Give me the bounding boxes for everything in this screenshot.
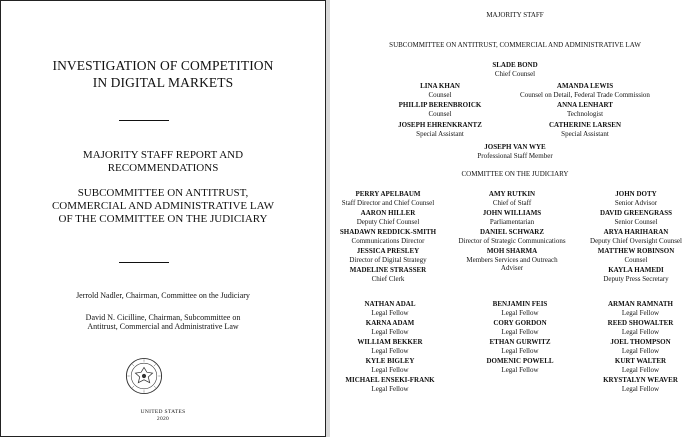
fellow-entry bbox=[330, 357, 450, 374]
report-cover-page bbox=[0, 0, 326, 437]
fellow-entry bbox=[460, 338, 580, 355]
staff-name: PERRY APELBAUM bbox=[355, 190, 421, 198]
footer-line: 2020 bbox=[156, 416, 170, 422]
fellow-role: Legal Fellow bbox=[501, 346, 539, 355]
fellow-role: Legal Fellow bbox=[621, 308, 660, 317]
staff-role: Technologist bbox=[566, 109, 604, 118]
staff-role: Members Services and Outreach bbox=[466, 255, 558, 264]
staff-role: Deputy Press Secretary bbox=[603, 274, 669, 283]
subcommittee-line: COMMERCIAL AND ADMINISTRATIVE LAW bbox=[51, 200, 275, 212]
footer-line: UNITED STATES bbox=[140, 409, 186, 415]
staff-entry bbox=[330, 247, 446, 264]
fellow-name: REED SHOWALTER bbox=[607, 319, 674, 327]
fellow-role: Legal Fellow bbox=[501, 365, 539, 374]
staff-name: JESSICA PRESLEY bbox=[356, 247, 420, 255]
subcommittee-heading: SUBCOMMITTEE ON ANTITRUST, COMMERCIAL AND ADMINISTRATIVE LAW bbox=[389, 41, 641, 49]
staff-entry bbox=[465, 61, 565, 78]
report-type-line: RECOMMENDATIONS bbox=[107, 162, 219, 174]
fellow-entry bbox=[330, 300, 450, 317]
staff-entry bbox=[452, 190, 572, 207]
chair-subcommittee bbox=[1, 313, 325, 331]
majority-staff-heading: MAJORITY STAFF bbox=[486, 11, 544, 19]
fellow-entry bbox=[581, 300, 700, 317]
fellow-entry bbox=[581, 319, 700, 336]
staff-name: CATHERINE LARSEN bbox=[548, 121, 622, 129]
fellow-role: Legal Fellow bbox=[371, 365, 409, 374]
report-title bbox=[1, 57, 325, 91]
staff-name: AMANDA LEWIS bbox=[556, 82, 614, 90]
staff-name: SLADE BOND bbox=[492, 61, 538, 69]
staff-entry bbox=[525, 101, 645, 118]
staff-entry bbox=[510, 82, 660, 99]
staff-entry bbox=[576, 266, 696, 283]
fellow-role: Legal Fellow bbox=[621, 327, 660, 336]
staff-name: MATTHEW ROBINSON bbox=[597, 247, 675, 255]
fellow-name: ARMAN RAMNATH bbox=[608, 300, 673, 308]
staff-name: DAVID GREENGRASS bbox=[599, 209, 673, 217]
staff-entry bbox=[330, 266, 446, 283]
staff-name: ANNA LENHART bbox=[557, 101, 613, 109]
staff-name: JOSEPH EHRENKRANTZ bbox=[398, 121, 482, 129]
staff-entry bbox=[525, 121, 645, 138]
staff-entry bbox=[576, 247, 696, 264]
staff-entry bbox=[375, 121, 505, 138]
staff-entry bbox=[455, 143, 575, 160]
staff-name: JOHN DOTY bbox=[615, 190, 657, 198]
fellow-role: Legal Fellow bbox=[621, 346, 660, 355]
fellow-name: KURT WALTER bbox=[614, 357, 667, 365]
fellow-entry bbox=[581, 376, 700, 393]
title-line: INVESTIGATION OF COMPETITION bbox=[52, 58, 274, 73]
fellow-name: KRYSTALYN WEAVER bbox=[603, 376, 678, 384]
staff-name: DANIEL SCHWARZ bbox=[480, 228, 544, 236]
chair-line: Antitrust, Commercial and Administrative Law bbox=[87, 322, 239, 331]
fellow-role: Legal Fellow bbox=[501, 308, 539, 317]
title-line: IN DIGITAL MARKETS bbox=[92, 75, 234, 90]
staff-name: AMY RUTKIN bbox=[488, 190, 536, 198]
staff-role: Counsel bbox=[624, 255, 648, 264]
staff-entry bbox=[330, 190, 446, 207]
staff-name: SHADAWN REDDICK-SMITH bbox=[339, 228, 437, 236]
fellow-entry bbox=[581, 338, 700, 355]
fellow-entry bbox=[460, 319, 580, 336]
staff-role: Professional Staff Member bbox=[477, 151, 553, 160]
staff-role: Communications Director bbox=[351, 236, 425, 245]
staff-name: MOH SHARMA bbox=[486, 247, 538, 255]
staff-name: AARON HILLER bbox=[360, 209, 416, 217]
staff-entry bbox=[330, 228, 446, 245]
staff-entry bbox=[452, 209, 572, 226]
staff-role: Chief Counsel bbox=[494, 69, 536, 78]
fellow-entry bbox=[581, 357, 700, 374]
report-type-line: MAJORITY STAFF REPORT AND bbox=[82, 149, 244, 161]
fellow-entry bbox=[330, 376, 450, 393]
staff-role: Deputy Chief Counsel bbox=[356, 217, 420, 226]
fellow-entry bbox=[460, 357, 580, 374]
fellow-name: ETHAN GURWITZ bbox=[489, 338, 551, 346]
fellow-role: Legal Fellow bbox=[371, 308, 409, 317]
fellow-entry bbox=[330, 338, 450, 355]
staff-entry bbox=[375, 101, 505, 118]
fellow-role: Legal Fellow bbox=[371, 346, 409, 355]
staff-role: Special Assistant bbox=[416, 129, 464, 138]
fellow-role: Legal Fellow bbox=[621, 365, 660, 374]
house-seal-icon bbox=[125, 357, 163, 395]
fellow-name: BENJAMIN FEIS bbox=[492, 300, 548, 308]
report-type bbox=[1, 149, 325, 175]
staff-entry bbox=[452, 228, 572, 245]
staff-role: Director of Strategic Communications bbox=[458, 236, 566, 245]
staff-entry bbox=[452, 247, 572, 273]
staff-name: JOHN WILLIAMS bbox=[482, 209, 542, 217]
staff-entry bbox=[576, 228, 696, 245]
staff-name: MADELINE STRASSER bbox=[349, 266, 427, 274]
staff-role-extra: Adviser bbox=[500, 264, 524, 272]
fellow-entry bbox=[330, 319, 450, 336]
staff-role: Special Assistant bbox=[561, 129, 609, 138]
committee-heading: COMMITTEE ON THE JUDICIARY bbox=[461, 170, 569, 178]
fellow-name: NATHAN ADAL bbox=[364, 300, 416, 308]
subcommittee-line: OF THE COMMITTEE ON THE JUDICIARY bbox=[58, 213, 268, 225]
staff-entry bbox=[385, 82, 495, 99]
fellow-name: DOMENIC POWELL bbox=[486, 357, 554, 365]
chair-committee: Jerrold Nadler, Chairman, Committee on the Judiciary bbox=[76, 291, 250, 300]
staff-role: Parliamentarian bbox=[489, 217, 535, 226]
staff-role: Counsel bbox=[428, 90, 452, 99]
fellow-name: KARNA ADAM bbox=[365, 319, 415, 327]
staff-name: LINA KHAN bbox=[420, 82, 460, 90]
staff-name: PHILLIP BERENBROICK bbox=[398, 101, 482, 109]
staff-entry bbox=[330, 209, 446, 226]
staff-name: ARYA HARIHARAN bbox=[603, 228, 669, 236]
staff-role: Chief Clerk bbox=[371, 274, 405, 283]
fellow-name: WILLIAM BEKKER bbox=[357, 338, 423, 346]
fellow-role: Legal Fellow bbox=[621, 384, 660, 393]
fellow-name: KYLE BIGLEY bbox=[365, 357, 415, 365]
staff-list-page bbox=[330, 0, 700, 437]
staff-name: JOSEPH VAN WYE bbox=[484, 143, 546, 151]
publication-footer bbox=[1, 409, 325, 423]
fellow-role: Legal Fellow bbox=[501, 327, 539, 336]
chair-line: David N. Cicilline, Chairman, Subcommittee on bbox=[85, 313, 241, 322]
staff-entry bbox=[576, 209, 696, 226]
staff-entry bbox=[576, 190, 696, 207]
fellow-name: CORY GORDON bbox=[493, 319, 547, 327]
divider bbox=[119, 120, 169, 121]
fellow-name: MICHAEL ENSEKI-FRANK bbox=[345, 376, 435, 384]
subcommittee-line: SUBCOMMITTEE ON ANTITRUST, bbox=[77, 187, 249, 199]
fellow-role: Legal Fellow bbox=[371, 327, 409, 336]
staff-role: Senior Advisor bbox=[614, 198, 658, 207]
staff-role: Deputy Chief Oversight Counsel bbox=[590, 236, 682, 245]
fellow-role: Legal Fellow bbox=[371, 384, 409, 393]
staff-role: Director of Digital Strategy bbox=[349, 255, 427, 264]
staff-role: Counsel on Detail, Federal Trade Commission bbox=[520, 90, 650, 99]
staff-name: KAYLA HAMEDI bbox=[608, 266, 664, 274]
fellow-entry bbox=[460, 300, 580, 317]
staff-role: Chief of Staff bbox=[492, 198, 532, 207]
fellow-name: JOEL THOMPSON bbox=[610, 338, 671, 346]
staff-role: Staff Director and Chief Counsel bbox=[341, 198, 435, 207]
staff-role: Counsel bbox=[428, 109, 452, 118]
divider bbox=[119, 262, 169, 263]
staff-role: Senior Counsel bbox=[614, 217, 658, 226]
subcommittee-name bbox=[1, 187, 325, 226]
